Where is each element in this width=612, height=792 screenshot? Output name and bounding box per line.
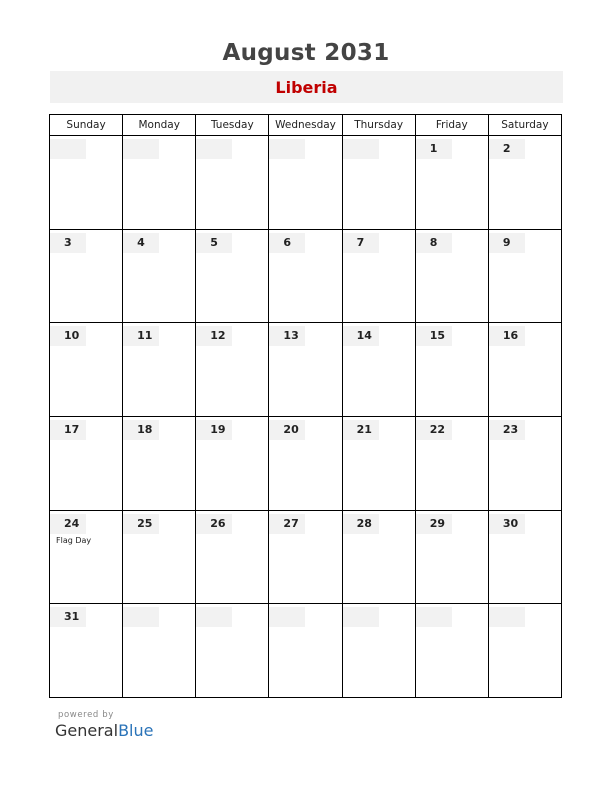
day-cell [196, 416, 269, 510]
day-number: 8 [416, 233, 452, 253]
day-number: 10 [50, 326, 86, 346]
day-number: 2 [489, 139, 525, 159]
week-row [50, 510, 562, 604]
day-cell [488, 229, 561, 323]
day-number: 29 [416, 514, 452, 534]
day-cell [50, 323, 123, 417]
day-number: 4 [123, 233, 159, 253]
day-number [50, 139, 86, 159]
day-cell [269, 323, 342, 417]
day-cell [269, 229, 342, 323]
day-number [123, 139, 159, 159]
day-cell [50, 229, 123, 323]
day-number: 19 [196, 420, 232, 440]
day-number: 6 [269, 233, 305, 253]
day-cell [488, 510, 561, 604]
day-cell [123, 323, 196, 417]
weekday-header: Thursday [342, 115, 415, 136]
day-number [196, 139, 232, 159]
calendar-title: August 2031 [222, 40, 390, 66]
day-cell [269, 416, 342, 510]
day-cell [123, 416, 196, 510]
day-cell [50, 604, 123, 698]
day-number: 18 [123, 420, 159, 440]
day-cell [415, 323, 488, 417]
day-number [196, 607, 232, 627]
day-number: 13 [269, 326, 305, 346]
holiday-label: Flag Day [56, 535, 92, 545]
weekday-header: Wednesday [269, 115, 342, 136]
day-cell [123, 136, 196, 230]
country-banner [50, 71, 563, 103]
weekday-header: Sunday [50, 115, 123, 136]
day-cell [342, 416, 415, 510]
day-number: 14 [343, 326, 379, 346]
weekday-header: Friday [415, 115, 488, 136]
day-number: 1 [416, 139, 452, 159]
weekday-header: Saturday [488, 115, 561, 136]
day-number: 24 [50, 514, 86, 534]
powered-by-label: powered by [58, 710, 114, 720]
day-number [416, 607, 452, 627]
day-cell [196, 604, 269, 698]
day-cell [415, 510, 488, 604]
day-number: 21 [343, 420, 379, 440]
day-cell [269, 510, 342, 604]
day-cell [196, 323, 269, 417]
week-row [50, 416, 562, 510]
day-number [489, 607, 525, 627]
day-number: 3 [50, 233, 86, 253]
day-cell [342, 604, 415, 698]
weekday-header: Tuesday [196, 115, 269, 136]
day-number: 15 [416, 326, 452, 346]
day-number [269, 607, 305, 627]
day-cell [123, 510, 196, 604]
weekday-header: Monday [123, 115, 196, 136]
day-cell [342, 136, 415, 230]
day-cell [342, 323, 415, 417]
day-cell [196, 229, 269, 323]
day-number [343, 607, 379, 627]
brand-blue: Blue [118, 721, 154, 740]
day-cell [50, 510, 123, 604]
day-number: 17 [50, 420, 86, 440]
day-cell [50, 416, 123, 510]
day-cell [415, 604, 488, 698]
day-cell [123, 604, 196, 698]
day-number: 23 [489, 420, 525, 440]
day-cell [123, 229, 196, 323]
day-number [123, 607, 159, 627]
day-number: 16 [489, 326, 525, 346]
day-number: 22 [416, 420, 452, 440]
week-row [50, 136, 562, 230]
day-cell [415, 136, 488, 230]
day-number: 5 [196, 233, 232, 253]
day-cell [342, 229, 415, 323]
day-number [343, 139, 379, 159]
day-cell [196, 510, 269, 604]
day-number [269, 139, 305, 159]
day-number: 12 [196, 326, 232, 346]
day-cell [196, 136, 269, 230]
day-cell [488, 323, 561, 417]
country-name: Liberia [275, 77, 338, 97]
brand-general: General [55, 721, 119, 740]
day-cell [488, 604, 561, 698]
day-number: 9 [489, 233, 525, 253]
day-cell [269, 136, 342, 230]
day-number: 31 [50, 607, 86, 627]
day-cell [342, 510, 415, 604]
day-number: 26 [196, 514, 232, 534]
day-number: 28 [343, 514, 379, 534]
week-row [50, 229, 562, 323]
day-cell [50, 136, 123, 230]
day-number: 27 [269, 514, 305, 534]
day-number: 30 [489, 514, 525, 534]
day-cell [415, 229, 488, 323]
calendar-grid [49, 114, 562, 698]
week-row [50, 323, 562, 417]
day-number: 11 [123, 326, 159, 346]
day-number: 20 [269, 420, 305, 440]
week-row [50, 604, 562, 698]
day-cell [488, 136, 561, 230]
day-number: 7 [343, 233, 379, 253]
day-number: 25 [123, 514, 159, 534]
day-cell [415, 416, 488, 510]
day-cell [488, 416, 561, 510]
day-cell [269, 604, 342, 698]
generalblue-logo[interactable] [55, 721, 153, 740]
weekday-header-row [50, 115, 562, 136]
